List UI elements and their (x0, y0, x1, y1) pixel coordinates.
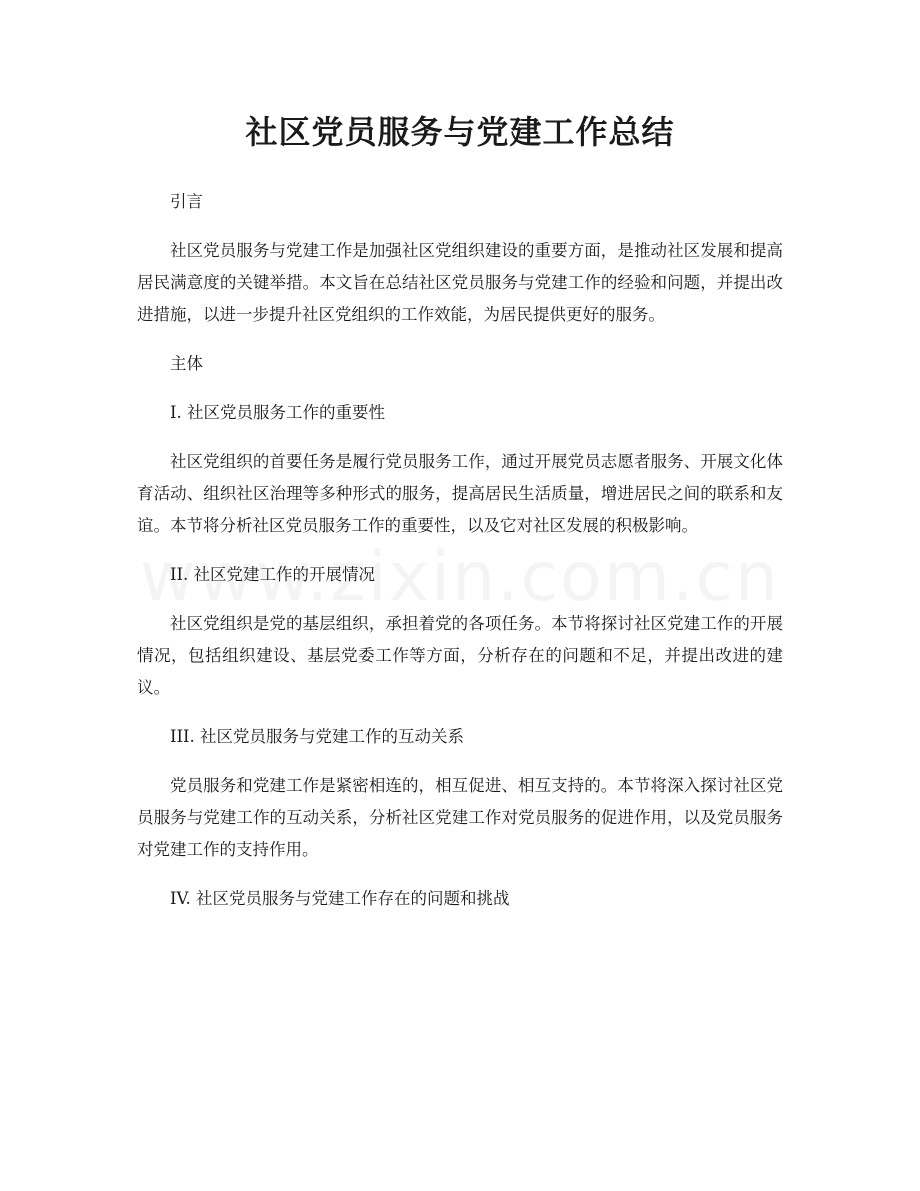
paragraph-intro: 社区党员服务与党建工作是加强社区党组织建设的重要方面，是推动社区发展和提高居民满意度的关键举措。本文旨在总结社区党员服务与党建工作的经验和问题，并提出改进措施，以进一步提升社区党组织的工作效能，为居民提供更好的服务。 (137, 241, 783, 324)
section-heading-main: 主体 (170, 354, 203, 373)
section-heading-2: II. 社区党建工作的开展情况 (170, 565, 376, 584)
page-title: 社区党员服务与党建工作总结 (245, 113, 675, 151)
section-heading-4: IV. 社区党员服务与党建工作存在的问题和挑战 (170, 889, 510, 908)
paragraph-section-3: 党员服务和党建工作是紧密相连的，相互促进、相互支持的。本节将深入探讨社区党员服务与党建工作的互动关系，分析社区党建工作对党员服务的促进作用，以及党员服务对党建工作的支持作用。 (137, 776, 783, 859)
paragraph-section-1: 社区党组织的首要任务是履行党员服务工作，通过开展党员志愿者服务、开展文化体育活动、组织社区治理等多种形式的服务，提高居民生活质量，增进居民之间的联系和友谊。本节将分析社区党员服务工作的重要性，以及它对社区发展的积极影响。 (137, 452, 783, 535)
section-heading-intro: 引言 (170, 192, 203, 211)
section-heading-3: III. 社区党员服务与党建工作的互动关系 (170, 727, 465, 746)
section-heading-1: I. 社区党员服务工作的重要性 (170, 403, 386, 422)
paragraph-section-2: 社区党组织是党的基层组织，承担着党的各项任务。本节将探讨社区党建工作的开展情况，包括组织建设、基层党委工作等方面，分析存在的问题和不足，并提出改进的建议。 (137, 614, 783, 697)
document-body (137, 186, 783, 915)
